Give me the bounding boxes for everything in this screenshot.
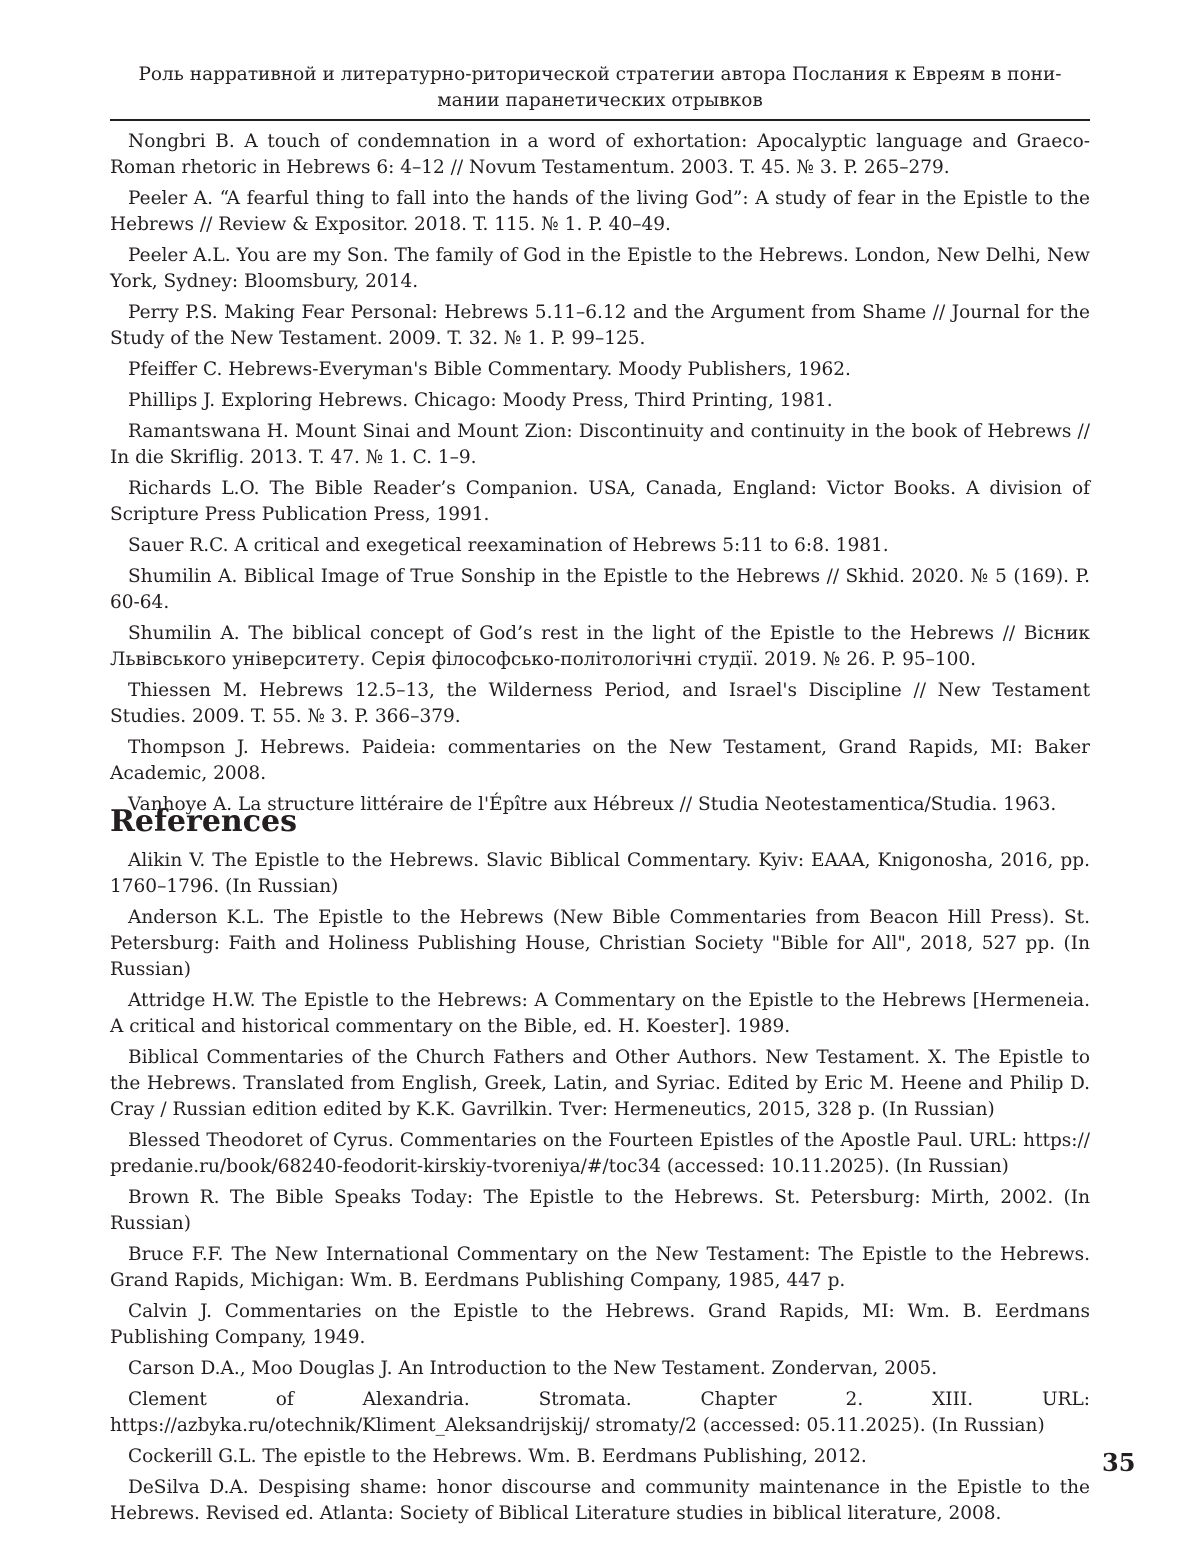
reference-entry: Alikin V. The Epistle to the Hebrews. Slavic Biblical Commentary. Kyiv: EAAA, Knigonosha, 2016, pp. 1760–1796. (In Russian) <box>110 850 1090 897</box>
reference-entry: DeSilva D.A. Despising shame: honor discourse and community maintenance in the Epistle to the Hebrews. Revised ed. Atlanta: Society of Biblical Literature studies in biblical literature, 2008. <box>110 1477 1090 1524</box>
bibliography-list <box>110 129 1090 823</box>
reference-entry: Clement of Alexandria. Stromata. Chapter 2. XIII. URL: https://azbyka.ru/otechnik/Kliment_Aleksandrijskij/ stromaty/2 (accessed: 05.11.2025). (In Russian) <box>110 1389 1090 1436</box>
reference-entry: Blessed Theodoret of Cyrus. Commentaries on the Fourteen Epistles of the Apostle Paul. URL: https:// predanie.ru/book/68240-feodorit-kirskiy-tvoreniya/#/toc34 (accessed: 10.11.2025). (In Russian) <box>110 1130 1090 1177</box>
reference-entry: Carson D.A., Moo Douglas J. An Introduction to the New Testament. Zondervan, 2005. <box>128 1358 938 1379</box>
bibliography-entry: Thompson J. Hebrews. Paideia: commentaries on the New Testament, Grand Rapids, MI: Baker Academic, 2008. <box>110 737 1090 784</box>
reference-entry: Calvin J. Commentaries on the Epistle to the Hebrews. Grand Rapids, MI: Wm. B. Eerdmans Publishing Company, 1949. <box>110 1301 1090 1348</box>
bibliography-entry: Shumilin A. The biblical concept of God’s rest in the light of the Epistle to the Hebrews // Вісник Львівського університету. Серія філософсько-політологічні студії. 2019. № 26. P. 95–100. <box>110 623 1090 670</box>
running-header-line-2: мании паранетических отрывков <box>437 90 763 111</box>
reference-entry: Cockerill G.L. The epistle to the Hebrews. Wm. B. Eerdmans Publishing, 2012. <box>128 1446 867 1467</box>
bibliography-entry: Shumilin A. Biblical Image of True Sonship in the Epistle to the Hebrews // Skhid. 2020. № 5 (169). P. 60-64. <box>110 566 1090 613</box>
bibliography-entry: Phillips J. Exploring Hebrews. Chicago: Moody Press, Third Printing, 1981. <box>128 390 833 411</box>
running-header <box>110 62 1090 114</box>
reference-entry: Anderson K.L. The Epistle to the Hebrews (New Bible Commentaries from Beacon Hill Press). St. Petersburg: Faith and Holiness Publishing House, Christian Society "Bible for All", 2018, 527 pp. (In Russian) <box>110 907 1090 980</box>
bibliography-entry: Sauer R.C. A critical and exegetical reexamination of Hebrews 5:11 to 6:8. 1981. <box>128 535 889 556</box>
bibliography-entry: Peeler A.L. You are my Son. The family of God in the Epistle to the Hebrews. London, New Delhi, New York, Sydney: Bloomsbury, 2014. <box>110 245 1090 292</box>
references-list <box>110 848 1090 1532</box>
references-heading: References <box>110 804 297 839</box>
page-number: 35 <box>1102 1448 1136 1477</box>
reference-entry: Attridge H.W. The Epistle to the Hebrews: A Commentary on the Epistle to the Hebrews [Hermeneia. A critical and historical commentary on the Bible, ed. H. Koester]. 1989. <box>110 990 1090 1037</box>
reference-entry: Bruce F.F. The New International Commentary on the New Testament: The Epistle to the Hebrews. Grand Rapids, Michigan: Wm. B. Eerdmans Publishing Company, 1985, 447 p. <box>110 1244 1090 1291</box>
bibliography-entry: Vanhoye A. La structure littéraire de l'Épître aux Hébreux // Studia Neotestamentica/Studia. 1963. <box>128 794 1057 815</box>
bibliography-entry: Thiessen M. Hebrews 12.5–13, the Wilderness Period, and Israel's Discipline // New Testament Studies. 2009. T. 55. № 3. P. 366–379. <box>110 680 1090 727</box>
reference-entry: Biblical Commentaries of the Church Fathers and Other Authors. New Testament. X. The Epistle to the Hebrews. Translated from English, Greek, Latin, and Syriac. Edited by Eric M. Heene and Philip D. Cray / Russian edition edited by K.K. Gavrilkin. Tver: Hermeneutics, 2015, 328 p. (In Russian) <box>110 1047 1090 1120</box>
running-header-line-1: Роль нарративной и литературно-риторической стратегии автора Послания к Евреям в пони- <box>138 64 1062 85</box>
bibliography-entry: Richards L.O. The Bible Reader’s Companion. USA, Canada, England: Victor Books. A division of Scripture Press Publication Press, 1991. <box>110 478 1090 525</box>
bibliography-entry: Nongbri B. A touch of condemnation in a word of exhortation: Apocalyptic language and Graeco-Roman rhetoric in Hebrews 6: 4–12 // Novum Testamentum. 2003. T. 45. № 3. P. 265–279. <box>110 131 1090 178</box>
bibliography-entry: Ramantswana H. Mount Sinai and Mount Zion: Discontinuity and continuity in the book of Hebrews // In die Skriflig. 2013. T. 47. № 1. C. 1–9. <box>110 421 1090 468</box>
bibliography-entry: Pfeiffer C. Hebrews-Everyman's Bible Commentary. Moody Publishers, 1962. <box>128 359 851 380</box>
header-rule <box>110 119 1090 121</box>
bibliography-entry: Perry P.S. Making Fear Personal: Hebrews 5.11–6.12 and the Argument from Shame // Journal for the Study of the New Testament. 2009. T. 32. № 1. P. 99–125. <box>110 302 1090 349</box>
reference-entry: Brown R. The Bible Speaks Today: The Epistle to the Hebrews. St. Petersburg: Mirth, 2002. (In Russian) <box>110 1187 1090 1234</box>
bibliography-entry: Peeler A. “A fearful thing to fall into the hands of the living God”: A study of fear in the Epistle to the Hebrews // Review & Expositor. 2018. T. 115. № 1. P. 40–49. <box>110 188 1090 235</box>
